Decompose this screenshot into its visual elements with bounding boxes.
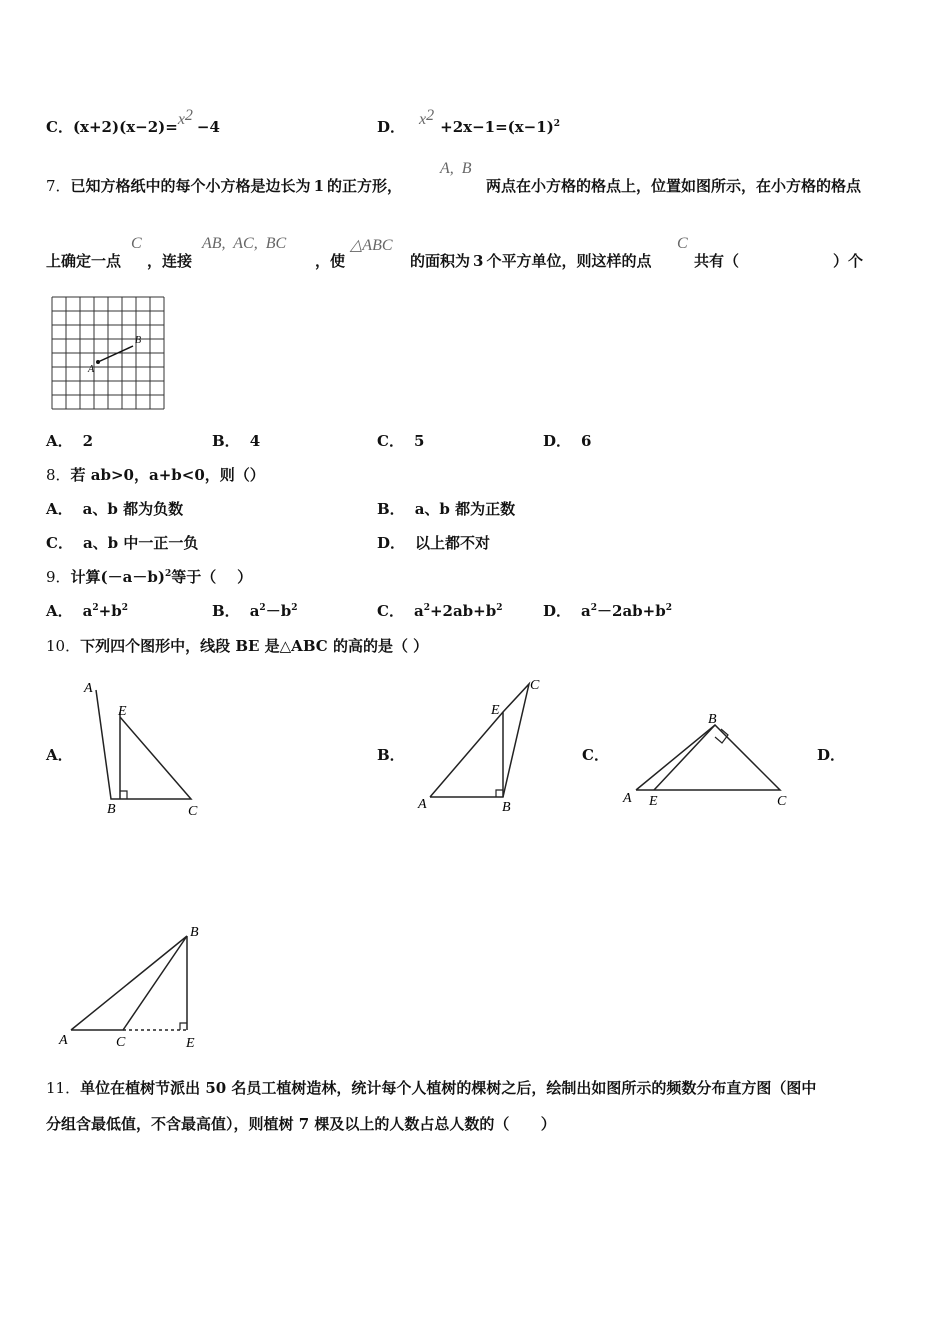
q9-option-c[interactable]	[377, 600, 503, 621]
label-b: B	[708, 712, 717, 727]
q7-stem-line1-tail: 两点在小方格的格点上，位置如图所示，在小方格的格点	[486, 177, 862, 195]
text: 1	[313, 177, 324, 195]
text: ，连接	[147, 252, 193, 270]
text: 的正方形，	[327, 177, 403, 195]
q11-stem-line1	[46, 1077, 816, 1098]
q10-option-b[interactable]: B．	[377, 746, 405, 764]
math-exp: 2	[259, 603, 266, 613]
math-exp: 2	[423, 603, 430, 613]
question-number: 8．	[46, 466, 71, 484]
math-exp: 2	[164, 569, 172, 579]
option-text: 以上都不对	[415, 534, 491, 552]
label-a: A	[88, 364, 95, 375]
q6-option-d	[377, 107, 561, 137]
q11-stem-line2: 分组含最低值，不含最高值），则植树 7 棵及以上的人数占总人数的（ ）	[46, 1115, 556, 1133]
option-letter: D．	[543, 602, 572, 620]
option-text: a	[581, 602, 591, 620]
option-value: 2	[82, 432, 94, 450]
label-a: A	[623, 791, 632, 806]
label-e: E	[186, 1036, 195, 1051]
option-value: 5	[413, 432, 425, 450]
q10-figure-c	[620, 705, 800, 815]
text: 已知方格纸中的每个小方格是边长为	[70, 177, 311, 195]
math-x: x	[419, 111, 427, 128]
option-letter: D．	[377, 118, 406, 136]
option-letter: B．	[212, 602, 240, 620]
option-letter: C．	[377, 602, 404, 620]
triangle-abc	[71, 936, 187, 1030]
q9-option-b[interactable]	[212, 600, 297, 621]
q7-grid-figure	[50, 295, 166, 413]
q7-option-c[interactable]	[377, 430, 424, 451]
q7-stem-line1	[46, 175, 402, 196]
option-value: 6	[581, 432, 592, 450]
q10-option-a[interactable]: A．	[46, 746, 73, 764]
question-number: 9．	[46, 568, 71, 586]
q10-option-d[interactable]: D．	[817, 746, 846, 764]
math-exp: 2	[121, 603, 128, 613]
label-e: E	[649, 794, 658, 809]
q6-option-c	[46, 107, 220, 137]
text: ，使	[315, 252, 346, 270]
option-letter: A．	[46, 500, 73, 518]
label-a: A	[84, 681, 93, 696]
right-angle-mark	[120, 791, 127, 799]
label-e: E	[491, 703, 500, 718]
option-text: －2ab+b	[597, 602, 666, 620]
q8-option-c[interactable]	[46, 532, 198, 553]
option-text: a	[413, 602, 424, 620]
math-points-ab: A, B	[440, 160, 472, 177]
option-letter: D．	[543, 432, 572, 450]
math-x: x	[177, 111, 185, 128]
math-point-c: C	[677, 235, 688, 252]
text: 3	[473, 252, 484, 270]
option-letter: C．	[46, 534, 73, 552]
text: 共有（ ）个	[694, 252, 863, 270]
math-exp: 2	[553, 119, 561, 129]
q8-option-b[interactable]	[377, 498, 515, 519]
q10-figure-a	[76, 672, 216, 822]
question-stem: 若 ab>0，a+b<0，则（）	[70, 466, 265, 484]
q7-option-a[interactable]	[46, 430, 93, 451]
question-stem: 单位在植树节派出 50 名员工植树造林，统计每个人植树的棵树之后，绘制出如图所示的频数分布直方图（图中	[80, 1079, 817, 1097]
option-letter: C．	[377, 432, 404, 450]
question-number: 11．	[46, 1079, 81, 1097]
q9-option-a[interactable]	[46, 600, 128, 621]
segment-be	[654, 725, 715, 790]
option-text: a、b 中一正一负	[82, 534, 199, 552]
math-exp: 2	[184, 107, 193, 124]
option-text: +2ab+b	[429, 602, 497, 620]
math-exp: 2	[291, 603, 298, 613]
label-c: C	[116, 1035, 126, 1050]
question-stem: 计算(－a－b)	[70, 568, 165, 586]
q10-option-c[interactable]: C．	[582, 746, 609, 764]
option-letter: D．	[377, 534, 406, 552]
label-a: A	[59, 1033, 68, 1048]
label-e: E	[118, 704, 127, 719]
label-c: C	[188, 804, 198, 819]
q6-option-c-text: (x+2)(x−2)=	[72, 118, 178, 136]
option-text: a、b 都为负数	[82, 500, 184, 518]
option-text: －b	[265, 602, 292, 620]
q8-option-a[interactable]	[46, 498, 183, 519]
math-point-c: C	[131, 235, 142, 252]
q6-option-c-tail: −4	[196, 118, 220, 136]
option-value: 4	[249, 432, 261, 450]
label-b: B	[135, 335, 142, 346]
q8-option-d[interactable]	[377, 532, 490, 553]
question-number: 7．	[46, 177, 71, 195]
label-a: A	[418, 797, 427, 812]
label-c: C	[777, 794, 787, 809]
option-letter: B．	[212, 432, 240, 450]
text: 的面积为	[410, 252, 471, 270]
q6-option-d-text: +2x−1=(x−1)	[440, 118, 554, 136]
math-segments: AB, AC, BC	[202, 235, 287, 252]
point-a	[96, 360, 100, 364]
triangle-abc	[636, 725, 780, 790]
q9-stem	[46, 566, 252, 587]
q7-option-b[interactable]	[212, 430, 260, 451]
q10-figure-d	[55, 918, 225, 1058]
option-letter: A．	[46, 602, 73, 620]
label-b: B	[107, 802, 116, 817]
right-angle-mark	[496, 790, 503, 797]
option-text: a、b 都为正数	[414, 500, 516, 518]
triangle-abc	[96, 690, 191, 799]
math-exp: 2	[665, 603, 672, 613]
triangle-abc	[430, 684, 529, 797]
option-letter: A．	[46, 432, 73, 450]
label-b: B	[502, 800, 511, 815]
option-text: a	[82, 602, 93, 620]
math-exp: 2	[92, 603, 99, 613]
math-triangle: △ABC	[350, 237, 393, 254]
right-angle-mark	[180, 1023, 187, 1030]
question-stem: 等于（ ）	[171, 568, 253, 586]
q8-stem	[46, 464, 265, 485]
q7-option-d[interactable]	[543, 430, 591, 451]
option-letter: C．	[46, 118, 73, 136]
text: 个平方单位，则这样的点	[486, 252, 652, 270]
segment-ab	[98, 346, 133, 362]
label-c: C	[530, 678, 540, 693]
option-letter: B．	[377, 500, 405, 518]
math-exp: 2	[496, 603, 503, 613]
q10-figure-b	[412, 672, 552, 822]
q7-stem-line2-tail	[410, 250, 651, 271]
text: 上确定一点	[46, 252, 122, 270]
label-b: B	[190, 925, 199, 940]
math-exp: 2	[590, 603, 598, 613]
question-stem: 下列四个图形中，线段 BE 是△ABC 的高的是（ ）	[80, 637, 429, 655]
q9-option-d[interactable]	[543, 600, 672, 621]
math-exp: 2	[426, 107, 435, 124]
option-text: a	[249, 602, 260, 620]
option-text: +b	[98, 602, 122, 620]
question-number: 10．	[46, 637, 81, 655]
q10-stem	[46, 635, 428, 656]
q7-stem-line2	[46, 250, 121, 271]
